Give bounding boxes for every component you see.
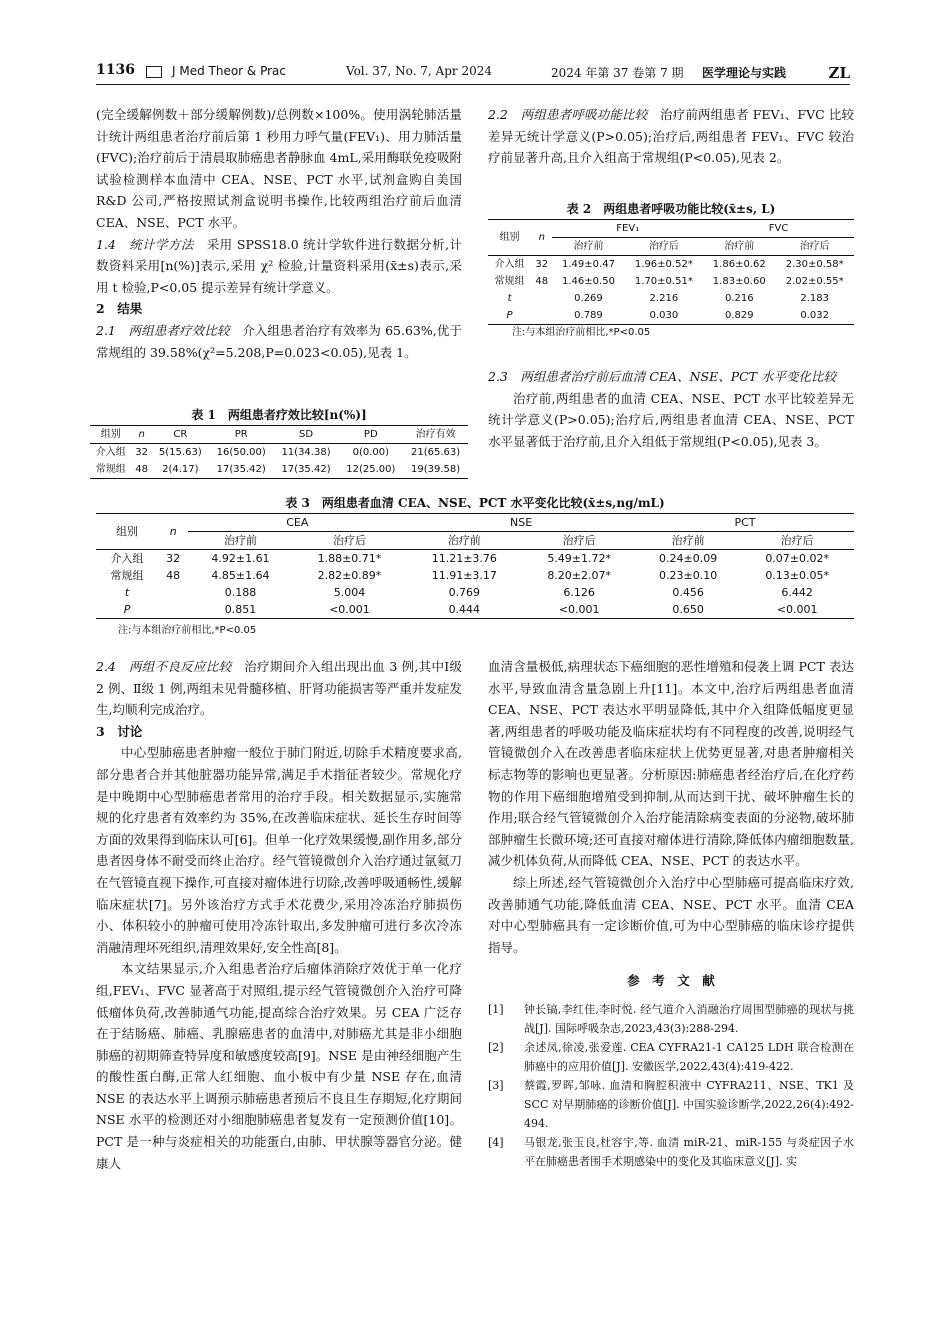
section-2-1-text: 介入组患者治疗有效率为 65.63%,优于常规组的 39.58%(χ²=5.208,P=0.023<0.05),见表 1。	[96, 322, 462, 360]
table-cell: 0.030	[649, 310, 679, 321]
table-cell: 5.49±1.72*	[547, 552, 612, 565]
table-cell: 0.23±0.10	[659, 569, 718, 582]
table-cell: 32	[535, 259, 549, 270]
conclusion-paragraph: 综上所述,经气管镜微创介入治疗中心型肺癌可提高临床疗效,改善肺通气功能,降低血清 CEA、NSE、PCT 水平。血清 CEA 对中心型肺癌具有一定诊断价值,可为中心型肺癌的临床诊疗提供指导。	[488, 874, 854, 955]
table-cell: 6.126	[563, 586, 595, 599]
table-cell: 0.188	[224, 586, 257, 599]
table-cell: 1.96±0.52*	[634, 259, 693, 270]
section-1-4-title: 1.4 统计学方法	[96, 236, 194, 252]
table-cell: 16(50.00)	[216, 447, 266, 458]
table-cell: 0.829	[724, 310, 754, 321]
section-2-2-text: 治疗前两组患者 FEV₁、FVC 比较差异无统计学意义(P>0.05);治疗后,两组患者 FEV₁、FVC 较治疗前显著升高,且介入组高于常规组(P<0.05),见表 2。	[488, 107, 854, 166]
journal-name-cn: 医学理论与实践	[702, 66, 787, 80]
table-cell: 11.91±3.17	[431, 569, 497, 582]
section-2-3-title: 2.3 两组患者治疗前后血清 CEA、NSE、PCT 水平变化比较	[488, 369, 836, 384]
table-cell: 2.02±0.55*	[785, 276, 844, 287]
table-header: SD	[298, 429, 314, 440]
table-group-header: PCT	[636, 514, 854, 532]
table-cell: 0.13±0.05*	[765, 569, 830, 582]
right-column-top	[488, 104, 854, 169]
table-cell: 48	[535, 276, 549, 287]
reference-number: [4]	[488, 1135, 504, 1149]
table-row	[96, 601, 854, 619]
reference-item	[488, 1038, 854, 1076]
table-cell: <0.001	[776, 603, 818, 616]
section-2-4-text: 治疗期间介入组出现出血 3 例,其中Ⅰ级 2 例、Ⅱ级 1 例,两组未见骨髓移植、肝肾功能损害等严重并发症发生,均顺利完成治疗。	[96, 659, 462, 718]
table-cell: 32	[166, 552, 181, 565]
table-cell: 常规组	[95, 464, 126, 475]
table-header: CR	[173, 429, 188, 440]
table-header: 治疗后	[780, 534, 814, 547]
reference-item	[488, 1133, 854, 1171]
table-header: n	[158, 514, 188, 550]
references-title: 参 考 文 献	[627, 973, 715, 989]
table-2-note: 注:与本组治疗前相比,*P<0.05	[512, 327, 651, 338]
table-cell: 2.183	[800, 293, 829, 304]
table-header: 治疗后	[332, 534, 366, 547]
table-cell: 0.789	[574, 310, 603, 321]
table-cell: 0.07±0.02*	[765, 552, 830, 565]
section-2-3-text: 治疗前,两组患者的血清 CEA、NSE、PCT 水平比较差异无统计学意义(P>0.05);治疗后,两组患者血清 CEA、NSE、PCT 水平显著低于治疗前,且介入组低于常规组(P<0.05),见表 3。	[488, 390, 854, 449]
table-cell: 5.004	[333, 586, 366, 599]
table-cell: 介入组	[494, 259, 525, 270]
table-cell: t	[124, 586, 130, 599]
table-cell: 17(35.42)	[216, 464, 266, 475]
discussion-paragraph-2: 本文结果显示,介入组患者治疗后瘤体消除疗效优于单一化疗组,FEV₁、FVC 显著高于对照组,提示经气管镜微创介入治疗可降低瘤体负荷,改善肺通气功能,提高综合治疗效果。另 CEA 广泛存在于结肠癌、肺癌、乳腺癌患者的血清中,对肺癌尤其是非小细胞肺癌的初期筛查特异度和敏感度较高[9]。NSE 是由神经细胞产生的酸性蛋白酶,正常人红细胞、血小板中有少量 NSE 存在,血清 NSE 的表达水平上调预示肺癌患者预后不良且生存期短,化疗期间 NSE 水平的检测还对小细胞肺癌患者复发有一定预测价值[10]。PCT 是一种与炎症相关的功能蛋白,由肺、甲状腺等器官分泌。健康人	[96, 961, 462, 1171]
table-cell: 11(34.38)	[281, 447, 331, 458]
table-cell: 0.456	[672, 586, 704, 599]
table-row	[90, 461, 468, 479]
table-header: 治疗前	[724, 241, 755, 252]
table-cell: 0.851	[224, 603, 257, 616]
table-cell: 0.650	[672, 603, 704, 616]
table-cell: 1.49±0.47	[562, 259, 615, 270]
table-cell: 2(4.17)	[162, 464, 199, 475]
table-subheader-row	[96, 532, 854, 550]
table-group-header: FEV₁	[552, 220, 703, 238]
table-cell: 4.85±1.64	[211, 569, 270, 582]
table-cell: 2.30±0.58*	[785, 259, 844, 270]
table-1	[90, 404, 468, 479]
table-cell: t	[507, 293, 512, 304]
table-3	[96, 492, 854, 639]
journal-logo: ZL	[828, 64, 850, 82]
table-row	[90, 444, 468, 462]
table-cell: 2.216	[649, 293, 679, 304]
table-header: 治疗前	[573, 241, 604, 252]
volume-en: Vol. 37, No. 7, Apr 2024	[346, 64, 492, 78]
discussion-paragraph-1: 中心型肺癌患者肿瘤一般位于肺门附近,切除手术精度要求高,部分患者合并其他脏器功能异常,满足手术指征者较少。常规化疗是中晚期中心型肺癌患者常用的治疗手段。相关数据显示,实施常规的化疗患者有效率约为 35%,在改善临床症状、延长生存时间等方面的效果得到临床认可[6]。但单一化疗效果缓慢,副作用多,部分患者因身体不耐受而终止治疗。经气管镜微创介入治疗通过氩氦刀在气管镜直视下操作,可直接对瘤体进行切除,改善呼吸通畅性,缓解临床症状[7]。另外该治疗方式手术花费少,采用冷冻治疗肺损伤小、体积较小的肿瘤可使用冷冻针取出,多发肿瘤可进行多次冷冻消融清理坏死组织,清理效果好,安全性高[8]。	[96, 745, 462, 955]
reference-item	[488, 1000, 854, 1038]
table-cell: 常规组	[110, 569, 144, 582]
table-header-row	[90, 426, 468, 444]
table-cell	[531, 290, 552, 307]
table-cell: 32	[135, 447, 148, 458]
table-header: 治疗前	[223, 534, 257, 547]
methods-paragraph: (完全缓解例数＋部分缓解例数)/总例数×100%。使用涡轮肺活量计统计两组患者治疗前后第 1 秒用力呼气量(FEV₁)、用力肺活量(FVC);治疗前后于清晨取肺癌患者静脉血 4mL,采用酶联免疫吸附试验检测样本血清中 CEA、NSE、PCT 水平,试剂盒购自美国 R&D 公司,严格按照试剂盒说明书操作,比较两组治疗前后血清 CEA、NSE、PCT 水平。	[96, 107, 462, 230]
table-cell: P	[506, 310, 513, 321]
section-2-2-title: 2.2 两组患者呼吸功能比较	[488, 107, 648, 122]
table-header: 治疗后	[648, 241, 679, 252]
reference-number: [2]	[488, 1040, 504, 1054]
table-cell: 0.24±0.09	[659, 552, 718, 565]
table-cell: 介入组	[95, 447, 126, 458]
table-row	[96, 584, 854, 601]
table-header: 治疗前	[447, 534, 481, 547]
table-cell: 12(25.00)	[346, 464, 396, 475]
table-cell: 17(35.42)	[281, 464, 331, 475]
table-header: 治疗有效	[415, 429, 456, 440]
table-cell: 8.20±2.07*	[547, 569, 612, 582]
table-cell: <0.001	[558, 603, 600, 616]
left-column-top	[96, 104, 462, 363]
section-2-1-title: 2.1 两组患者疗效比较	[96, 322, 230, 338]
table-group-header: CEA	[188, 514, 406, 532]
volume-cn: 2024 年第 37 卷第 7 期	[551, 66, 684, 80]
table-header-row	[488, 220, 854, 238]
reference-list	[488, 1000, 854, 1171]
table-header: 组别	[488, 220, 531, 256]
table-cell: 4.92±1.61	[211, 552, 270, 565]
table-cell: 48	[135, 464, 148, 475]
table-cell	[531, 307, 552, 325]
page-number: 1136	[96, 62, 135, 78]
table-cell: 1.70±0.51*	[634, 276, 693, 287]
table-cell: 0.444	[448, 603, 481, 616]
table-cell: 21(65.63)	[411, 447, 461, 458]
table-header: 组别	[96, 514, 158, 550]
journal-name-en: J Med Theor & Prac	[172, 64, 287, 78]
table-header: 组别	[100, 429, 121, 440]
table-header: PD	[363, 429, 378, 440]
table-3-caption: 表 3 两组患者血清 CEA、NSE、PCT 水平变化比较(x̄±s,ng/mL)	[285, 496, 665, 510]
table-group-header: FVC	[703, 220, 854, 238]
table-row	[488, 256, 854, 274]
table-header-row	[96, 514, 854, 532]
table-row	[488, 273, 854, 290]
reference-text: 蔡霞,罗晖,邹咏. 血清和胸腔积液中 CYFRA211、NSE、TK1 及 SCC 对早期肺癌的诊断价值[J]. 中国实验诊断学,2022,26(4):492-494.	[524, 1078, 854, 1130]
table-cell: 6.442	[781, 586, 813, 599]
table-cell: 0.032	[800, 310, 829, 321]
table-header: PR	[234, 429, 248, 440]
reference-item	[488, 1076, 854, 1133]
table-cell: 1.86±0.62	[712, 259, 766, 270]
table-cell: 0.216	[724, 293, 754, 304]
table-header: 治疗前	[671, 534, 705, 547]
table-group-header: NSE	[406, 514, 636, 532]
table-cell: 常规组	[494, 276, 525, 287]
table-cell: 1.88±0.71*	[317, 552, 382, 565]
section-1-4-text: 采用 SPSS18.0 统计学软件进行数据分析,计数资料采用[n(%)]表示,采用 χ² 检验,计量资料采用(x̄±s)表示,采用 t 检验,P<0.05 提示差异有统计学意义。	[96, 236, 462, 295]
table-cell: 2.82±0.89*	[317, 569, 382, 582]
reference-text: 钟长镐,李红佳,李时悦. 经气道介入消融治疗周围型肺癌的现状与挑战[J]. 国际呼吸杂志,2023,43(3):288-294.	[524, 1002, 854, 1035]
reference-text: 余述凤,徐凌,张爱莲. CEA CYFRA21-1 CA125 LDH 联合检测在肺癌中的应用价值[J]. 安徽医学,2022,43(4):419-422.	[524, 1040, 854, 1073]
reference-text: 马银龙,张玉良,杜容宇,等. 血清 miR-21、miR-155 与炎症因子水平在肺癌患者围手术期感染中的变化及其临床意义[J]. 实	[524, 1135, 854, 1168]
table-cell: 1.46±0.50	[562, 276, 615, 287]
table-cell: 0.269	[574, 293, 603, 304]
table-cell: 1.83±0.60	[712, 276, 766, 287]
table-1-caption: 表 1 两组患者疗效比较[n(%)]	[191, 408, 367, 422]
left-column-bottom	[96, 656, 462, 1174]
table-cell: 48	[166, 569, 181, 582]
table-cell: 5(15.63)	[158, 447, 202, 458]
right-column-mid	[488, 366, 854, 452]
reference-number: [3]	[488, 1078, 504, 1092]
table-cell: P	[123, 603, 131, 616]
right-column-bottom	[488, 656, 854, 1171]
table-cell: 11.21±3.76	[431, 552, 497, 565]
table-row	[96, 550, 854, 568]
table-cell	[158, 584, 188, 601]
table-cell: 0(0.00)	[352, 447, 390, 458]
table-3-note: 注:与本组治疗前相比,*P<0.05	[118, 625, 257, 636]
journal-box-icon	[146, 66, 162, 78]
table-2	[488, 198, 854, 341]
table-row	[488, 307, 854, 325]
running-header	[96, 62, 850, 85]
table-cell: 介入组	[110, 552, 144, 565]
table-2-caption: 表 2 两组患者呼吸功能比较(x̄±s, L)	[566, 202, 776, 216]
table-header: n	[138, 429, 145, 440]
table-row	[488, 290, 854, 307]
discussion-paragraph-3: 血清含量极低,病理状态下癌细胞的恶性增殖和侵袭上调 PCT 表达水平,导致血清含量急剧上升[11]。本文中,治疗后两组患者血清 CEA、NSE、PCT 表达水平明显降低,其中介入组降低幅度更显著,两组患者的呼吸功能及临床症状均有不同程度的改善,说明经气管镜微创介入在改善患者临床症状上优势更显著,对患者肿瘤相关标志物等的影响也更显著。分析原因:肺癌患者经治疗后,在化疗药物的作用下癌细胞增殖受到抑制,从而达到干扰、破坏肿瘤生长的作用;联合经气管镜微创介入治疗能清除病变表面的分泌物,破坏肺部肿瘤生长微环境;还可直接对瘤体进行清除,降低体内瘤细胞数量,减少机体负荷,从而降低 CEA、NSE、PCT 的表达水平。	[488, 659, 854, 869]
table-cell: 0.769	[448, 586, 481, 599]
table-cell: <0.001	[329, 603, 370, 616]
table-header: 治疗后	[562, 534, 596, 547]
table-cell	[158, 601, 188, 619]
table-row	[96, 567, 854, 584]
section-2-title: 2 结果	[96, 301, 143, 317]
reference-number: [1]	[488, 1002, 504, 1016]
section-2-4-title: 2.4 两组不良反应比较	[96, 659, 232, 674]
section-3-title: 3 讨论	[96, 723, 143, 739]
table-cell: 19(39.58)	[411, 464, 461, 475]
table-header: n	[531, 220, 552, 256]
table-header: 治疗后	[799, 241, 830, 252]
